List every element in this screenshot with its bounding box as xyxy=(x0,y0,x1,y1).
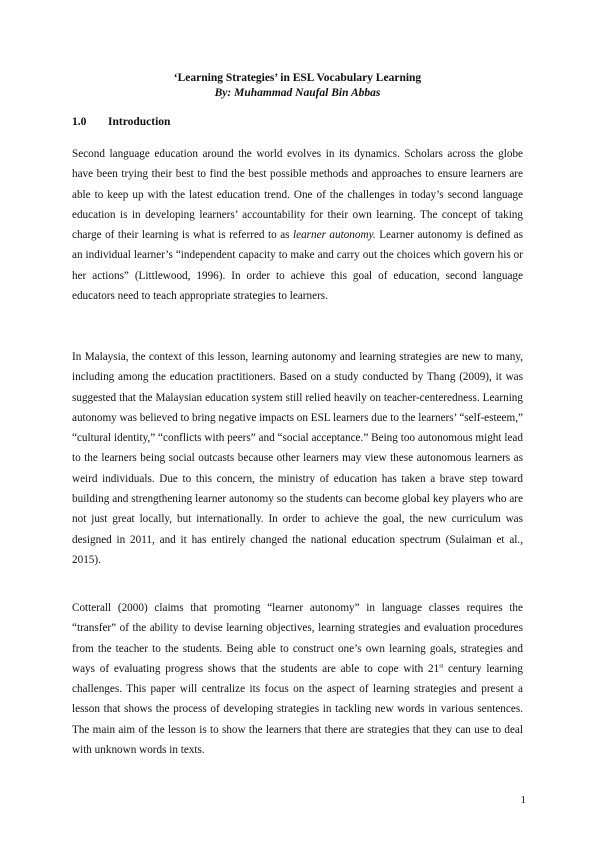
paragraph-3 xyxy=(72,598,523,760)
paragraph-1-text-start: Second language education around the world evolves in its dynamics. Scholars across the globe have been trying their best to find the best possible methods and approaches to ensure learners are able to keep up with the latest education trend. One of the challenges in today’s second language education is in developing learners’ accountability for their own learning. The concept of taking charge of their learning is what is referred to as xyxy=(72,148,523,242)
paragraph-1 xyxy=(72,144,523,306)
author-byline: By: Muhammad Naufal Bin Abbas xyxy=(214,87,381,99)
paragraph-3-text-start: Cotterall (2000) claims that promoting “learner autonomy” in language classes requires the “transfer” of the ability to devise learning objectives, learning strategies and evaluation procedures from the teacher to the students. Being able to construct one’s own learning goals, strategies and ways of evaluating progress shows that the students are able to cope with 21 xyxy=(72,602,523,675)
page-number: 1 xyxy=(520,794,526,806)
paragraph-1-text-end: Learner autonomy is defined as an individual learner’s “independent capacity to make and carry out the choices which govern his or her actions” (Littlewood, 1996). In order to achieve this goal of education, second language educators need to teach appropriate strategies to learners. xyxy=(72,229,523,303)
paragraph-3-text-end: century learning challenges. This paper will centralize its focus on the aspect of learning strategies and present a lesson that shows the process of developing strategies in tackling new words in various sentences. The main aim of the lesson is to show the learners that there are strategies that they can use to deal with unknown words in texts. xyxy=(72,662,523,757)
paragraph-1-emphasis: learner autonomy. xyxy=(293,229,376,242)
paragraph-2: In Malaysia, the context of this lesson, learning autonomy and learning strategies are new to many, including among the education practitioners. Based on a study conducted by Thang (2009), it was suggested that the Malaysian education system still relied heavily on teacher-centeredness. Learning autonomy was believed to bring negative impacts on ESL learners due to the learners’ “self-esteem,” “cultural identity,” “conflicts with peers” and “social acceptance.” Being too autonomous might lead to the learners being social outcasts because other learners may view these autonomous learners as weird individuals. Due to this concern, the ministry of education has taken a brave step toward building and strengthening learner autonomy so the students can become global key players who are not just great locally, but internationally. In order to achieve the goal, the new curriculum was designed in 2011, and it has entirely changed the national education spectrum (Sulaiman et al., 2015). xyxy=(72,351,523,566)
section-heading xyxy=(72,115,170,130)
ordinal-superscript: st xyxy=(439,663,444,670)
section-title: Introduction xyxy=(108,116,171,128)
document-title: ‘Learning Strategies’ in ESL Vocabulary Learning xyxy=(173,72,422,84)
section-number: 1.0 xyxy=(72,116,87,128)
